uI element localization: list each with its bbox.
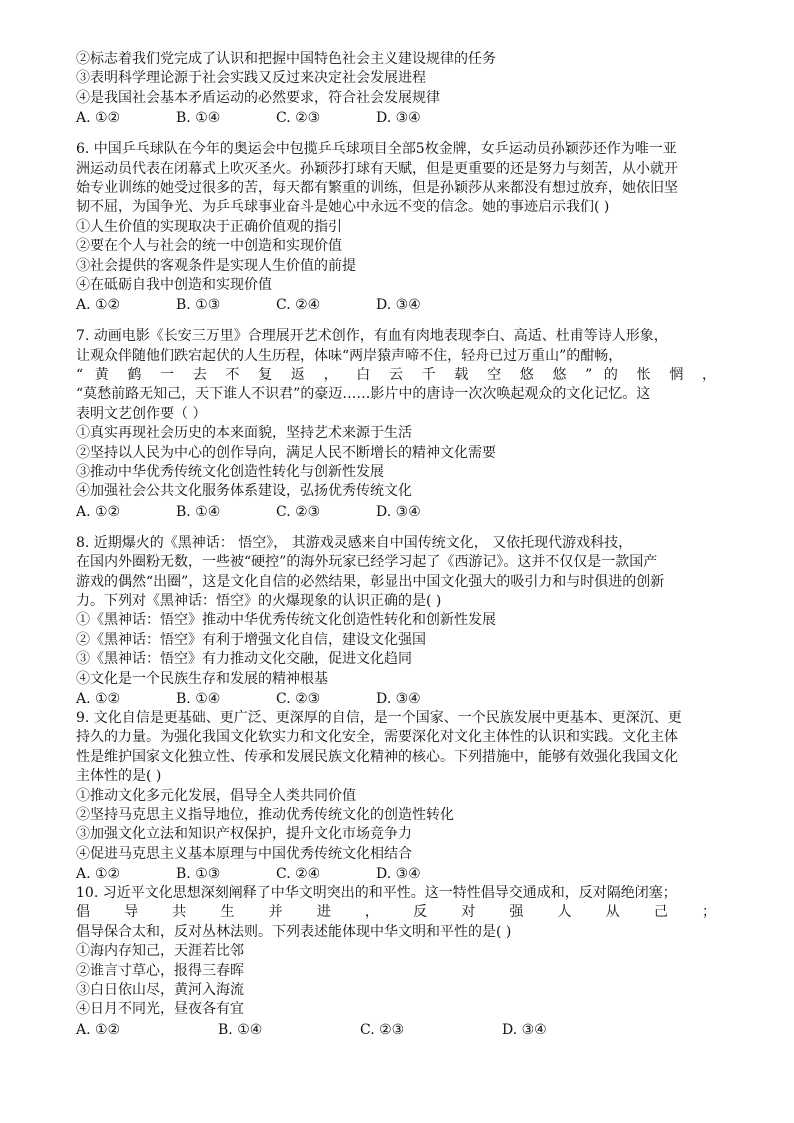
q6-answer-choices <box>76 295 716 315</box>
q9-stem-line: 9. 文化自信是更基础、更广泛、更深厚的自信，是一个国家、一个民族发展中更基本、更深沉、更 <box>76 709 682 726</box>
q6-statement-3: ③社会提供的客观条件是实现人生价值的前提 <box>76 257 356 274</box>
q8-choice-b[interactable]: B. ①④ <box>176 690 221 707</box>
q6-stem-line: 韧不屈，为国争光、为乒乓球事业奋斗是她心中永远不变的信念。她的事迹启示我们( ) <box>76 199 610 216</box>
q5-choice-c[interactable]: C. ②③ <box>276 110 321 127</box>
question-8 <box>76 534 716 709</box>
q9-choice-c[interactable]: C. ②④ <box>276 866 321 883</box>
q5-choice-a[interactable]: A. ①② <box>76 110 121 127</box>
q9-stem-line: 性是维护国家文化独立性、传承和发展民族文化精神的核心。下列措施中，能够有效强化我国文化 <box>76 748 678 765</box>
q6-statement-2: ②要在个人与社会的统一中创造和实现价值 <box>76 238 342 255</box>
q6-statement-1: ①人生价值的实现取决于正确价值观的指引 <box>76 218 342 235</box>
q5-choice-d[interactable]: D. ③④ <box>376 110 421 127</box>
q6-stem-line: 洲运动员代表在闭幕式上吹灭圣火。孙颖莎打球有天赋，但是更重要的还是努力与刻苦，从小就开 <box>76 160 678 177</box>
q7-stem-line: “ 黄 鹤 一 去 不 复 返 ， 白 云 千 载 空 悠 悠 ” 的 怅 惘 ， <box>76 367 716 384</box>
q10-statement-2: ②谁言寸草心，报得三春晖 <box>76 962 244 979</box>
q10-stem-line: 倡导保合太和，反对丛林法则。下列表述能体现中华文明和平性的是( ) <box>76 923 512 940</box>
q8-stem-line: 8. 近期爆火的《黑神话： 悟空》， 其游戏灵感来自中国传统文化， 又依托现代游戏科技， <box>76 534 633 551</box>
question-7 <box>76 327 716 522</box>
q6-choice-d[interactable]: D. ③④ <box>376 297 421 314</box>
exam-page <box>76 50 716 1040</box>
q8-answer-choices <box>76 689 716 709</box>
q9-choice-d[interactable]: D. ③④ <box>376 866 421 883</box>
q7-choice-c[interactable]: C. ②③ <box>276 503 321 520</box>
q5-option-2: ②标志着我们党完成了认识和把握中国特色社会主义建设规律的任务 <box>76 51 496 67</box>
q6-choice-a[interactable]: A. ①② <box>76 297 121 314</box>
q5-answer-choices <box>76 108 716 128</box>
q7-statement-4: ④加强社会公共文化服务体系建设，弘扬优秀传统文化 <box>76 483 412 500</box>
q10-statement-1: ①海内存知己，天涯若比邻 <box>76 943 244 960</box>
q7-stem-line: 7. 动画电影《长安三万里》合理展开艺术创作，有血有肉地表现李白、高适、杜甫等诗人形象， <box>76 328 668 345</box>
q7-choice-b[interactable]: B. ①④ <box>176 503 221 520</box>
q9-stem-line: 持久的力量。为强化我国文化软实力和文化安全，需要深化对文化主体性的认识和实践。文化主体 <box>76 729 678 746</box>
question-5 <box>76 50 716 128</box>
q9-statement-3: ③加强文化立法和知识产权保护，提升文化市场竞争力 <box>76 826 412 843</box>
q7-stem-line: 表明文艺创作要（ ） <box>76 405 207 422</box>
q5-option-3: ③表明科学理论源于社会实践又反过来决定社会发展进程 <box>76 70 426 87</box>
q8-statement-1: ①《黑神话：悟空》推动中华优秀传统文化创造性转化和创新性发展 <box>76 612 496 629</box>
q7-statement-2: ②坚持以人民为中心的创作导向，满足人民不断增长的精神文化需要 <box>76 444 496 461</box>
q6-statement-4: ④在砥砺自我中创造和实现价值 <box>76 276 272 293</box>
q7-statement-3: ③推动中华优秀传统文化创造性转化与创新性发展 <box>76 464 384 481</box>
q8-stem-line: 力。下列对《黑神话：悟空》的火爆现象的认识正确的是( ) <box>76 592 442 609</box>
q5-option-4: ④是我国社会基本矛盾运动的必然要求，符合社会发展规律 <box>76 89 440 106</box>
q10-choice-c[interactable]: C. ②③ <box>360 1021 405 1038</box>
q8-statement-2: ②《黑神话：悟空》有利于增强文化自信，建设文化强国 <box>76 631 426 648</box>
q9-statement-1: ①推动文化多元化发展，倡导全人类共同价值 <box>76 787 356 804</box>
q8-stem-line: 在国内外圈粉无数，一些被“硬控”的海外玩家已经学习起了《西游记》。这并不仅仅是一款国产 <box>76 554 658 571</box>
q5-choice-b[interactable]: B. ①④ <box>176 110 221 127</box>
q9-answer-choices <box>76 864 716 884</box>
q6-stem-line: 6. 中国乒乓球队在今年的奥运会中包揽乒乓球项目全部5枚金牌，女乒运动员孙颖莎还作为唯一亚 <box>76 141 677 158</box>
q8-choice-a[interactable]: A. ①② <box>76 690 121 707</box>
q10-stem-line: 倡 导 共 生 并 进 ， 反 对 强 人 从 己 ； <box>76 904 716 921</box>
q7-stem-line: “莫愁前路无知己，天下谁人不识君”的豪迈……影片中的唐诗一次次唤起观众的文化记忆。这 <box>76 386 651 403</box>
q7-stem-line: 让观众伴随他们跌宕起伏的人生历程，体味“两岸猿声啼不住，轻舟已过万重山”的酣畅， <box>76 347 623 364</box>
q6-choice-b[interactable]: B. ①③ <box>176 297 221 314</box>
q9-choice-a[interactable]: A. ①② <box>76 866 121 883</box>
q9-stem-line: 主体性的是( ) <box>76 768 162 785</box>
q10-choice-d[interactable]: D. ③④ <box>502 1021 547 1038</box>
q10-statement-4: ④日月不同光，昼夜各有宜 <box>76 1001 244 1018</box>
question-10 <box>76 884 716 1040</box>
q10-answer-choices <box>76 1020 716 1040</box>
q9-choice-b[interactable]: B. ①③ <box>176 866 221 883</box>
q8-statement-3: ③《黑神话：悟空》有力推动文化交融，促进文化趋同 <box>76 651 412 668</box>
q10-choice-b[interactable]: B. ①④ <box>218 1021 263 1038</box>
q10-choice-a[interactable]: A. ①② <box>76 1021 121 1038</box>
q6-choice-c[interactable]: C. ②④ <box>276 297 321 314</box>
q8-stem-line: 游戏的偶然“出圈”，这是文化自信的必然结果，彰显出中国文化强大的吸引力和与时俱进的创新 <box>76 573 665 590</box>
question-6 <box>76 140 716 315</box>
q8-choice-c[interactable]: C. ②③ <box>276 690 321 707</box>
q7-statement-1: ①真实再现社会历史的本来面貌，坚持艺术来源于生活 <box>76 425 412 442</box>
q9-statement-2: ②坚持马克思主义指导地位，推动优秀传统文化的创造性转化 <box>76 806 454 823</box>
question-9 <box>76 709 716 884</box>
q9-statement-4: ④促进马克思主义基本原理与中国优秀传统文化相结合 <box>76 845 412 862</box>
q7-answer-choices <box>76 502 716 522</box>
q10-statement-3: ③白日依山尽，黄河入海流 <box>76 982 244 999</box>
q6-stem-line: 始专业训练的她受过很多的苦，每天都有繁重的训练，但是孙颖莎从来都没有想过放弃，她依旧坚 <box>76 179 678 196</box>
q7-choice-d[interactable]: D. ③④ <box>376 503 421 520</box>
q8-statement-4: ④文化是一个民族生存和发展的精神根基 <box>76 670 328 687</box>
q8-choice-d[interactable]: D. ③④ <box>376 690 421 707</box>
q7-choice-a[interactable]: A. ①② <box>76 503 121 520</box>
q10-stem-line: 10. 习近平文化思想深刻阐释了中华文明突出的和平性。这一特性倡导交通成和，反对隔绝闭塞； <box>76 885 677 902</box>
